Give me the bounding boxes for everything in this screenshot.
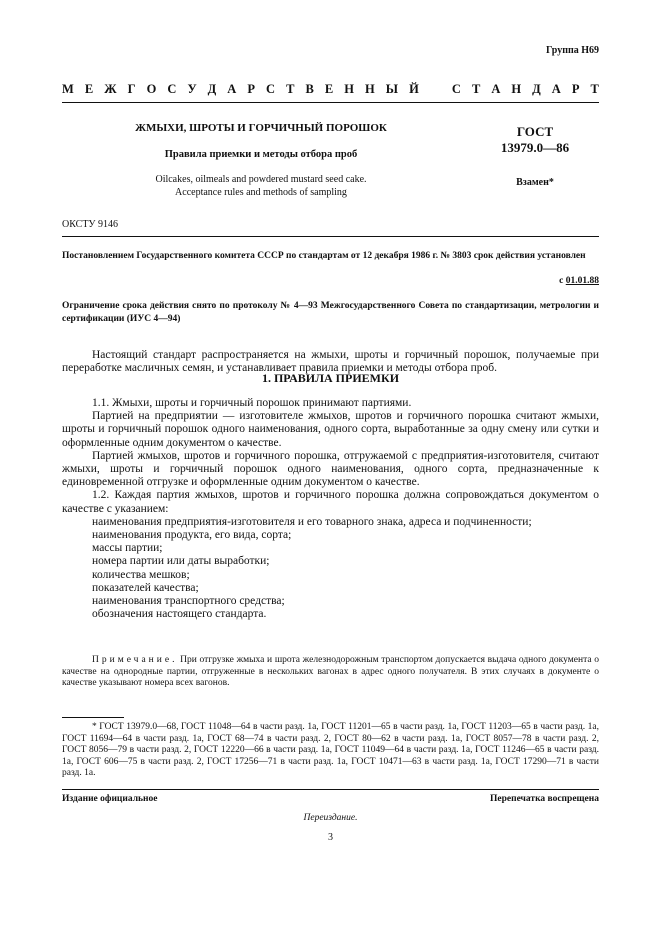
okstu-code: ОКСТУ 9146 [62, 219, 119, 230]
english-title [62, 174, 460, 199]
gost-label: ГОСТ [516, 124, 554, 139]
limitation-text: Ограничение срока действия снято по протоколу № 4—93 Межгосударственного Совета по стандартизации, метрологии и сертификации (ИУС 4—94) [62, 301, 599, 324]
banner-letter: Й [409, 82, 419, 96]
paragraph-batch-shipped: Партией жмыхов, шротов и горчичного порошка, отгружаемой с предприятия-изготовителя, считают жмыхи, шроты и горчичный порошок одного наименования, одного сорта, предназначенные к единовременной отгрузке и оформленные одним документом о качестве. [62, 449, 599, 489]
note-paragraph [62, 655, 599, 690]
interstate-standard-banner [62, 82, 599, 97]
effective-date [559, 276, 599, 286]
section-body [62, 397, 599, 621]
banner-letter: Н [364, 82, 375, 96]
banner-letter: Е [324, 82, 334, 96]
banner-letter: Н [511, 82, 522, 96]
banner-letter: Н [344, 82, 354, 96]
banner-letter: Д [207, 82, 217, 96]
intro-paragraph: Настоящий стандарт распространяется на жмыхи, шроты и горчичный порошок, получаемые при переработке масличных семян, и устанавливает правила приемки и методы отбора проб. [62, 349, 599, 375]
footnote-divider [62, 717, 124, 718]
banner-letter: Т [471, 82, 481, 96]
okstu-divider [62, 236, 599, 237]
gost-designation [470, 124, 600, 156]
reissue-label: Переиздание. [303, 813, 358, 823]
quality-document-list [62, 516, 599, 622]
english-title-line1: Oilcakes, oilmeals and powdered mustard seed cake. [155, 174, 367, 185]
banner-letter: Ы [385, 82, 399, 96]
banner-letter: С [451, 82, 461, 96]
official-edition-label: Издание официальное [62, 794, 158, 804]
banner-letter: У [187, 82, 197, 96]
banner-letter: Р [571, 82, 580, 96]
note-label: Примечание. [92, 655, 178, 665]
document-title: ЖМЫХИ, ШРОТЫ И ГОРЧИЧНЫЙ ПОРОШОК [135, 122, 387, 134]
banner-letter: О [146, 82, 157, 96]
paragraph-batch-manufacturer: Партией на предприятии — изготовителе жмыхов, шротов и горчичного порошка считают жмыхи, шроты и горчичный порошок одного наименования, одного сорта, выработанные за одну смену или сутки и оформленные одним документом о качестве. [62, 410, 599, 449]
banner-letter: Т [590, 82, 599, 96]
list-item: показателей качества; [92, 581, 199, 594]
note-text: При отгрузке жмыха и шрота железнодорожным транспортом допускается выдача одного документа о качестве на однородные партии, отгруженные в нескольких вагонах в адрес одного получателя. В этих случаях в документе о качестве указывают номера всех вагонов. [62, 655, 599, 688]
footnote: * ГОСТ 13979.0—68, ГОСТ 11048—64 в части разд. 1а, ГОСТ 11201—65 в части разд. 1а, ГОСТ 11203—65 в части разд. 1а, ГОСТ 11694—64 в части разд. 1а, ГОСТ 68—74 в части разд. 2, ГОСТ 80—62 в части разд. 1а, ГОСТ 8057—78 в части разд. 2, ГОСТ 8056—79 в части разд. 2, ГОСТ 12220—66 в части разд. 1а, ГОСТ 11049—64 в части разд. 1а, ГОСТ 11246—65 в части разд. 1а, ГОСТ 606—75 в части разд. 2, ГОСТ 17256—71 в части разд. 1а, ГОСТ 10471—63 в части разд. 1а, ГОСТ 17290—71 в части разд. 1а. [62, 722, 599, 778]
banner-letter: А [491, 82, 501, 96]
banner-letter: А [227, 82, 237, 96]
banner-letter: С [266, 82, 276, 96]
banner-letter: Т [286, 82, 295, 96]
banner-letter: Ж [104, 82, 117, 96]
effective-date-prefix: с [559, 276, 566, 286]
banner-letter: В [305, 82, 314, 96]
footer-divider [62, 789, 599, 790]
list-item: наименования транспортного средства; [92, 595, 285, 608]
gost-number: 13979.0—86 [500, 140, 570, 155]
banner-letter: Д [532, 82, 541, 96]
decree-text: Постановлением Государственного комитета СССР по стандартам от 12 декабря 1986 г. № 3803 срок действия установлен [62, 251, 586, 261]
list-item: количества мешков; [92, 568, 190, 581]
document-subtitle: Правила приемки и методы отбора проб [164, 149, 358, 160]
section-title: 1. ПРАВИЛА ПРИЕМКИ [261, 371, 400, 385]
banner-letter: Р [247, 82, 255, 96]
banner-letter: М [62, 82, 74, 96]
page-number: 3 [328, 832, 333, 843]
reprint-prohibited-label: Перепечатка воспрещена [489, 794, 599, 804]
paragraph-1-2: 1.2. Каждая партия жмыхов, шротов и горчичного порошка должна сопровождаться документом о качестве с указанием: [62, 489, 599, 515]
banner-letter: Е [84, 82, 94, 96]
paragraph-1-1: 1.1. Жмыхи, шроты и горчичный порошок принимают партиями. [92, 397, 412, 409]
replaces-label: Взамен* [516, 177, 554, 188]
list-item: обозначения настоящего стандарта. [92, 608, 267, 621]
banner-letter: А [551, 82, 561, 96]
banner-letter: Г [127, 82, 136, 96]
list-item: номера партии или даты выработки; [92, 555, 270, 568]
group-code: Группа Н69 [546, 45, 599, 56]
header-divider [62, 102, 599, 103]
effective-date-value: 01.01.88 [565, 276, 599, 286]
list-item: наименования продукта, его вида, сорта; [92, 529, 292, 542]
list-item: массы партии; [92, 542, 163, 555]
list-item: наименования предприятия-изготовителя и его товарного знака, адреса и подчиненности; [92, 515, 532, 528]
english-title-line2: Acceptance rules and methods of sampling [175, 186, 347, 198]
banner-letter: С [167, 82, 177, 96]
